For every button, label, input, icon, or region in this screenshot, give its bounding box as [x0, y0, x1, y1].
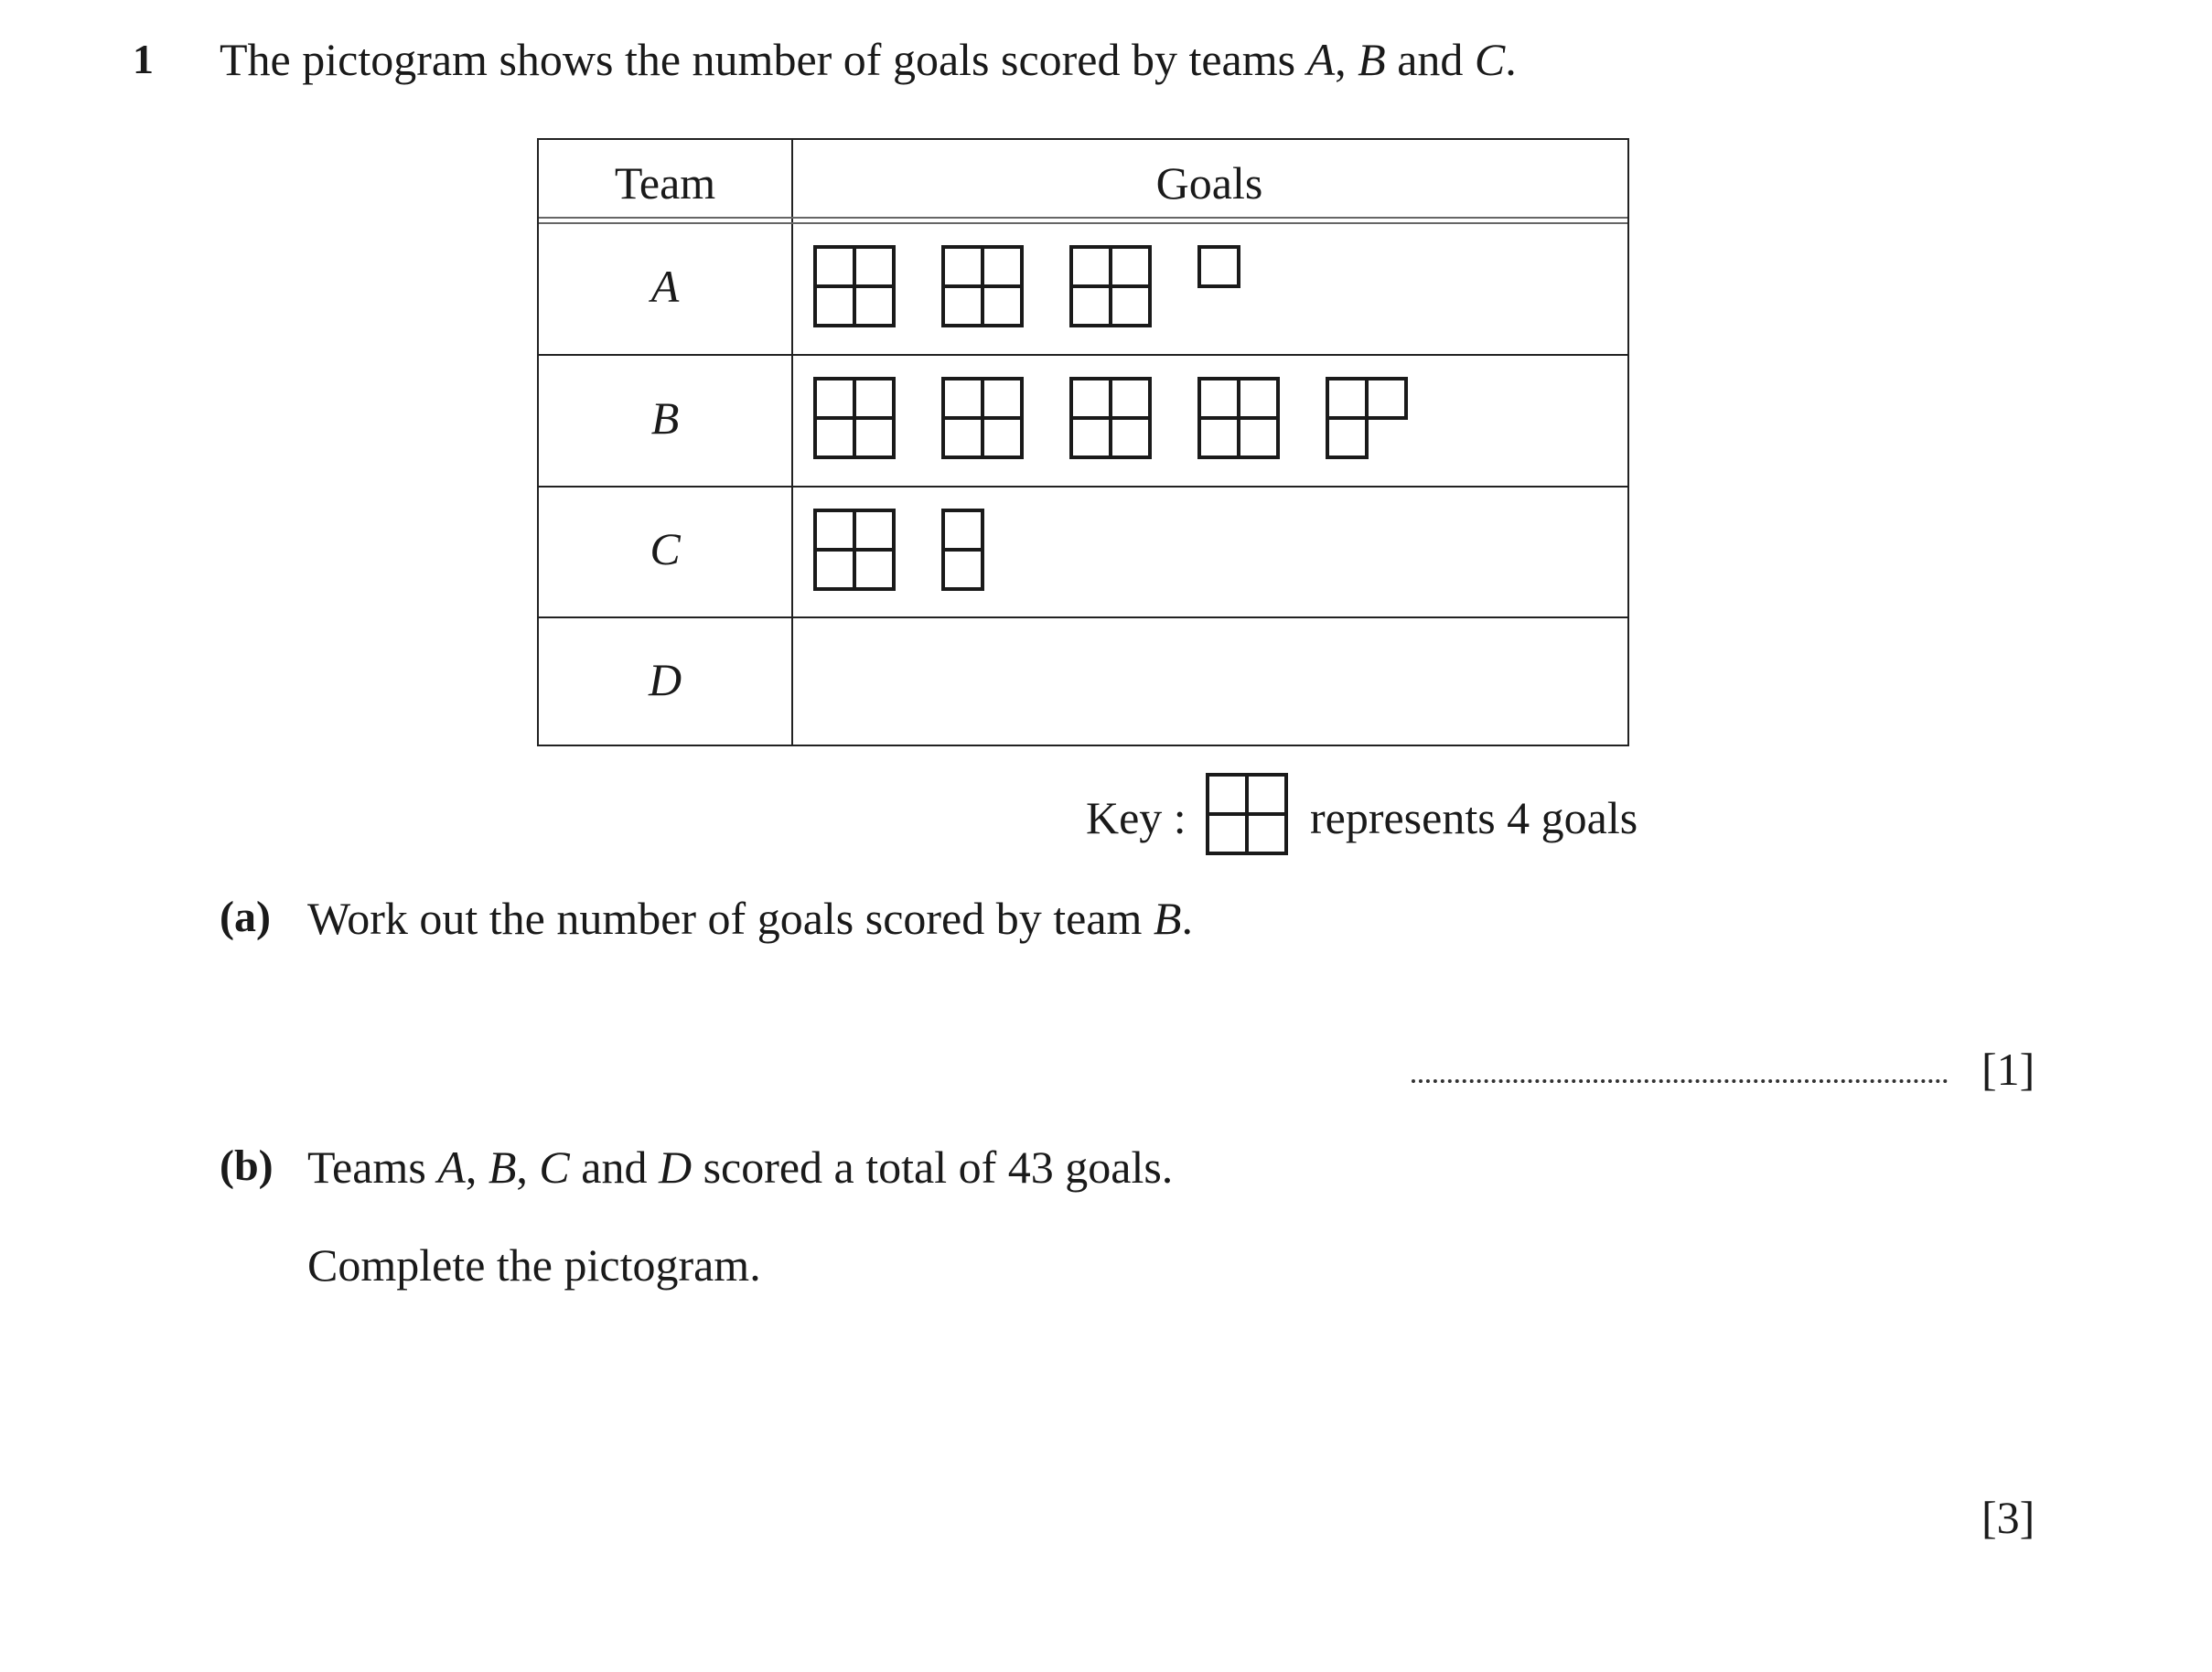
key-symbol-icon: [1206, 773, 1288, 855]
intro-end: .: [1505, 34, 1517, 85]
team-label-b: B: [650, 392, 680, 444]
intro-team-a: A: [1306, 34, 1336, 85]
goal-symbol-icon: [1071, 247, 1150, 326]
question-number: 1: [133, 36, 154, 82]
key-text: represents 4 goals: [1310, 792, 1638, 843]
part-b-sep: ,: [516, 1141, 540, 1193]
header-goals: Goals: [1155, 157, 1263, 209]
goal-symbol-icon: [943, 379, 1022, 457]
goal-symbol-icon: [815, 379, 894, 457]
team-label-d: D: [648, 654, 682, 705]
team-label-c: C: [650, 523, 681, 574]
part-a-question: [307, 892, 1193, 945]
intro-sep: and: [1385, 34, 1475, 85]
part-b-instruction: Complete the pictogram.: [307, 1239, 761, 1291]
goal-symbol-icon: [1199, 379, 1278, 457]
intro-sep: ,: [1335, 34, 1358, 85]
pictogram-table: [537, 138, 1629, 746]
intro-text: The pictogram shows the number of goals scored by teams: [220, 34, 1307, 85]
intro-team-c: C: [1474, 34, 1506, 85]
part-a-text: Work out the number of goals scored by team: [307, 893, 1154, 944]
part-b-total: scored a total of 43 goals.: [692, 1141, 1174, 1193]
part-b-sep: and: [569, 1141, 659, 1193]
marks-a: [1]: [1981, 1044, 2035, 1095]
goal-symbol-icon: [943, 510, 983, 589]
marks-b: [3]: [1981, 1492, 2035, 1543]
part-b-team-d: D: [658, 1141, 693, 1193]
part-b-label: (b): [220, 1141, 274, 1190]
header-team: Team: [614, 157, 716, 209]
goal-symbol-icon: [815, 247, 894, 326]
goal-symbol-icon: [1199, 247, 1239, 286]
key-label: Key :: [1086, 792, 1187, 843]
part-a-team: B: [1153, 893, 1182, 944]
part-b-team-b: B: [488, 1141, 517, 1193]
goal-symbol-icon: [815, 510, 894, 589]
part-b-text: Teams: [307, 1141, 438, 1193]
intro-team-b: B: [1358, 34, 1386, 85]
goal-symbol-icon: [943, 247, 1022, 326]
part-a-end: .: [1181, 893, 1193, 944]
part-a-label: (a): [220, 893, 271, 941]
goal-symbol-icon: [1071, 379, 1150, 457]
goal-symbol-icon: [1327, 379, 1406, 457]
answer-line-a[interactable]: [1412, 1079, 1948, 1083]
goals-symbols: [539, 140, 1631, 748]
question-intro: [220, 33, 1517, 86]
part-b-team-c: C: [539, 1141, 570, 1193]
team-label-a: A: [650, 261, 680, 312]
part-b-sep: ,: [465, 1141, 489, 1193]
part-b-team-a: A: [437, 1141, 466, 1193]
part-b-question: [307, 1141, 1173, 1194]
